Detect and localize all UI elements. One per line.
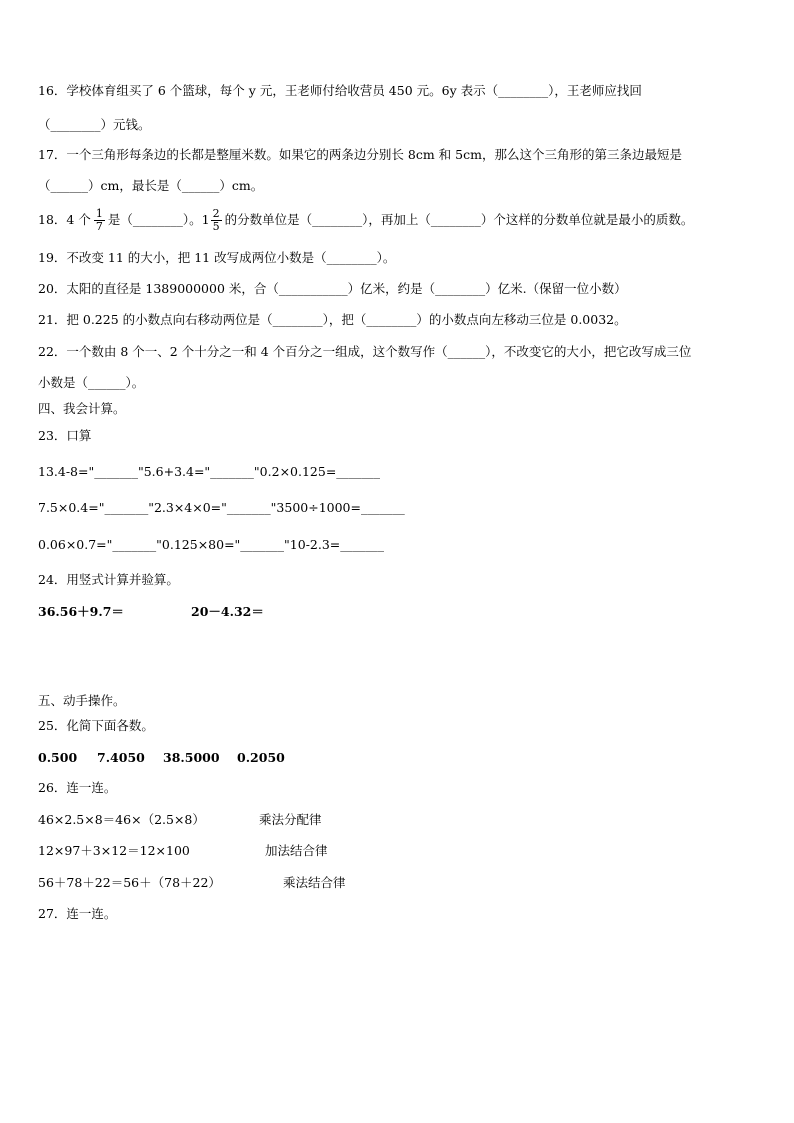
simplify-number: 38.5000 [163,750,220,765]
question-18-prefix: 18．4 个 [38,212,91,227]
match-right-law: 乘法分配律 [259,812,322,827]
vertical-calc-expr-1: 36.56＋9.7＝ [38,604,124,619]
fraction-denominator: 7 [95,219,103,233]
section-5-heading: 五、动手操作。 [38,693,126,708]
question-22-line-2: 小数是（______）。 [38,375,145,390]
mental-math-row: 0.06×0.7="_______"0.125×80="_______"10-2.3=_______ [38,537,385,552]
question-20: 20．太阳的直径是 1389000000 米，合（___________）亿米，约是（________）亿米.（保留一位小数） [38,281,627,296]
question-17-line-1: 17．一个三角形每条边的长都是整厘米数。如果它的两条边分别长 8cm 和 5cm，那么这个三角形的第三条边最短是 [38,147,682,162]
vertical-calc-expr-2: 20－4.32＝ [191,604,264,619]
question-21: 21．把 0.225 的小数点向右移动两位是（________），把（________）的小数点向左移动三位是 0.0032。 [38,312,627,327]
question-26-title: 26．连一连。 [38,780,117,795]
question-27-title: 27．连一连。 [38,906,117,921]
question-18-mid: 是（________）。 [107,212,202,227]
match-left-expr: 12×97＋3×12＝12×100 [38,843,190,858]
match-left-expr: 56＋78＋22＝56＋（78＋22） [38,875,221,890]
match-right-law: 加法结合律 [265,843,328,858]
question-19: 19．不改变 11 的大小，把 11 改写成两位小数是（________）。 [38,250,396,265]
match-left-expr: 46×2.5×8＝46×（2.5×8） [38,812,205,827]
question-25-title: 25．化简下面各数。 [38,718,154,733]
match-right-law: 乘法结合律 [283,875,346,890]
question-17-line-2: （______）cm，最长是（______）cm。 [38,178,264,193]
simplify-number: 0.2050 [237,750,285,765]
fraction-one-seventh [94,208,105,233]
mental-math-row: 13.4-8="_______"5.6+3.4="_______"0.2×0.125=_______ [38,464,381,479]
question-16-line-1: 16．学校体育组买了 6 个篮球，每个 y 元，王老师付给收营员 450 元。6y 表示（________），王老师应找回 [38,83,642,98]
question-16-line-2: （________）元钱。 [38,117,151,132]
mental-math-row: 7.5×0.4="_______"2.3×4×0="_______"3500÷1000=_______ [38,500,405,515]
fraction-denominator: 5 [212,219,220,233]
mixed-number-one-two-fifths [202,208,225,233]
simplify-number: 0.500 [38,750,78,765]
question-18-suffix: 的分数单位是（________），再加上（________）个这样的分数单位就是最小的质数。 [224,212,694,227]
fraction-two-fifths [211,208,222,233]
fraction-numerator: 1 [95,206,103,220]
fraction-numerator: 2 [212,206,220,220]
mixed-whole: 1 [201,212,210,227]
question-23-title: 23．口算 [38,428,92,443]
question-18 [38,205,693,235]
simplify-number: 7.4050 [97,750,145,765]
section-4-heading: 四、我会计算。 [38,401,126,416]
question-24-title: 24．用竖式计算并验算。 [38,572,179,587]
question-22-line-1: 22．一个数由 8 个一、2 个十分之一和 4 个百分之一组成，这个数写作（______），不改变它的大小，把它改写成三位 [38,344,692,359]
